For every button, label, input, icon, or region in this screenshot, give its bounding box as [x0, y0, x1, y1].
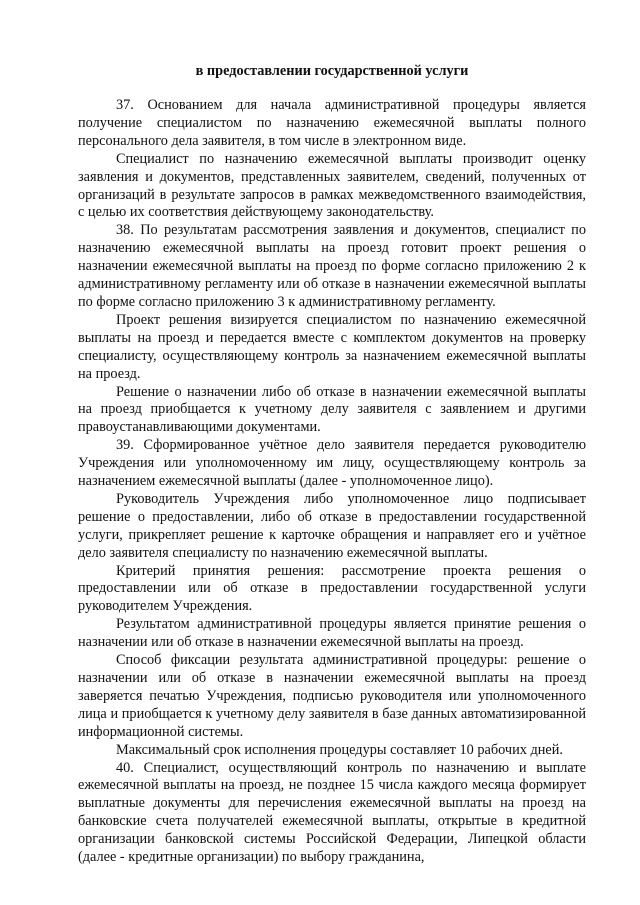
paragraph-37: 37. Основанием для начала административной процедуры является получение специалистом по назначению ежемесячной выплаты полного персонального дела заявителя, в том числе в электронном виде.	[78, 97, 586, 149]
section-heading: в предоставлении государственной услуги	[195, 63, 469, 79]
paragraph-assessment: Специалист по назначению ежемесячной выплаты производит оценку заявления и документов, представленных заявителем, сведений, полученных от организаций в результате запросов в рамках межведомственного взаимодействия, с целью их соответствия действующему законодательству.	[78, 150, 586, 221]
paragraph-criterion: Критерий принятия решения: рассмотрение проекта решения о предоставлении или об отказе в предоставлении государственной услуги руководителем Учреждения.	[78, 562, 586, 615]
paragraph-39: 39. Сформированное учётное дело заявителя передается руководителю Учреждения или уполномоченному им лицу, осуществляющему контроль за назначением ежемесячной выплаты (далее - уполномоченное лицо).	[78, 437, 586, 490]
paragraph-draft-decision: Проект решения визируется специалистом по назначению ежемесячной выплаты на проезд и передается вместе с комплектом документов на проверку специалисту, осуществляющему контроль за назначением ежемесячной выплаты на проезд.	[78, 311, 586, 382]
paragraph-result: Результатом административной процедуры является принятие решения о назначении или об отказе в назначении ежемесячной выплаты на проезд.	[78, 616, 586, 651]
paragraph-signing: Руководитель Учреждения либо уполномоченное лицо подписывает решение о предоставлении, либо об отказе в предоставлении государственной услуги, прикрепляет решение к карточке обращения и направляет его и учётное дело заявителя специалисту по назначению ежемесячной выплаты.	[78, 490, 586, 561]
paragraph-fixation: Способ фиксации результата административной процедуры: решение о назначении или об отказе в назначении ежемесячной выплаты на проезд заверяется печатью Учреждения, подписью руководителя или уполномоченного лица и приобщается к учетному делу заявителя в базе данных автоматизированной информационной системы.	[78, 652, 586, 740]
paragraph-38: 38. По результатам рассмотрения заявления и документов, специалист по назначению ежемесячной выплаты на проезд готовит проект решения о назначении ежемесячной выплаты на проезд по форме согласно приложению 2 к административному регламенту или об отказе в назначении ежемесячной выплаты по форме согласно приложению 3 к административному регламенту.	[78, 222, 586, 310]
paragraph-40: 40. Специалист, осуществляющий контроль по назначению и выплате ежемесячной выплаты на проезд, не позднее 15 числа каждого месяца формирует выплатные документы для перечисления ежемесячной выплаты на проезд на банковские счета получателей ежемесячной выплаты, открытые в кредитной организации банковской системы Российской Федерации, Липецкой области (далее - кредитные организации) по выбору гражданина,	[78, 759, 586, 866]
paragraph-deadline: Максимальный срок исполнения процедуры составляет 10 рабочих дней.	[116, 741, 563, 758]
paragraph-decision-filing: Решение о назначении либо об отказе в назначении ежемесячной выплаты на проезд приобщается к учетному делу заявителя с заявлением и другими правоустанавливающими документами.	[78, 383, 586, 436]
document-page	[78, 62, 586, 867]
